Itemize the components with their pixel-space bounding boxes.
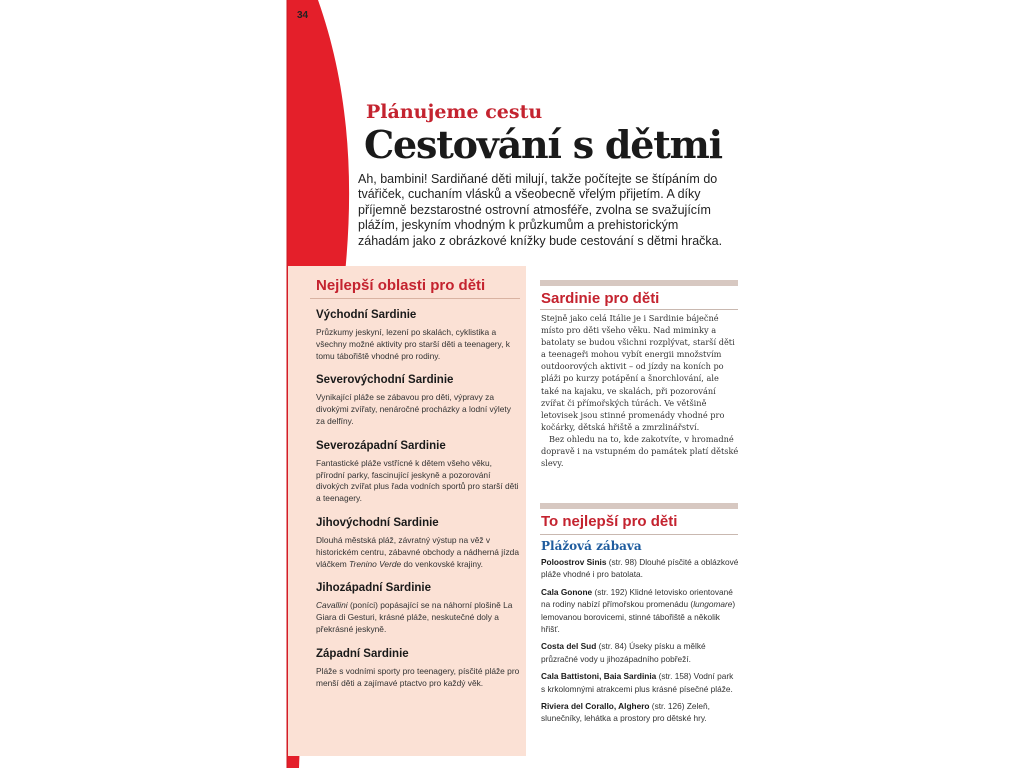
area-description: Dlouhá městská pláž, závratný výstup na věž v historickém centru, zábavné obchody a nádherná jízda vláčkem Trenino Verde do venkovské krajiny. <box>316 534 519 569</box>
body-paragraph: Bez ohledu na to, kde zakotvíte, v hromadné dopravě i na vstupném do památek platí dětské slevy. <box>541 433 739 469</box>
list-item: Cala Battistoni, Baia Sardinia (str. 158) Vodní park s krkolomnými atrakcemi plus krásné písečné pláže. <box>541 671 734 694</box>
area-item <box>316 440 521 505</box>
area-name: Severovýchodní Sardinie <box>316 374 454 387</box>
sardinia-kids-heading: Sardinie pro děti <box>541 290 660 307</box>
sardinia-kids-text <box>541 312 739 469</box>
section-bar <box>540 503 738 509</box>
section-kicker: Plánujeme cestu <box>366 101 543 123</box>
list-item: Cala Gonone (str. 192) Klidné letovisko orientované na rodiny nabízí přímořskou promenádu (lungomare) lemovanou borovicemi, stinné tábořiště a několik hřišť. <box>541 586 736 635</box>
intro-paragraph: Ah, bambini! Sardiňané děti milují, takže počítejte se štípáním do tvářiček, cuchaním vlásků a všeobecně vřelým přijetím. A díky příjemně bezstarostné ostrovní atmosféře, zvolna se svažujícím plážím, jeskyním vhodným k průzkumům a prehistorickým záhadám jako z obrázkové knížky bude cestování s dětmi hračka. <box>358 172 723 248</box>
area-name: Západní Sardinie <box>316 647 409 660</box>
area-description: Pláže s vodními sporty pro teenagery, písčité pláže pro menší děti a zajímavé ptactvo pro každý věk. <box>316 665 520 688</box>
best-areas-title: Nejlepší oblasti pro děti <box>316 277 486 294</box>
area-description: Cavallini (poníci) popásající se na náhorní plošině La Giara di Gesturi, krásné pláže, neskutečné doly a překrásné jeskyně. <box>316 600 513 634</box>
best-areas-list <box>316 309 521 701</box>
beach-fun-subheading: Plážová zábava <box>541 539 642 553</box>
area-item <box>316 374 521 427</box>
area-name: Jihovýchodní Sardinie <box>316 516 439 529</box>
area-item <box>316 582 521 635</box>
section-bar <box>540 280 738 286</box>
divider <box>310 298 520 299</box>
page-number: 34 <box>297 10 309 21</box>
area-item <box>316 648 521 690</box>
area-item <box>316 309 521 362</box>
list-item: Poloostrov Sinis (str. 98) Dlouhé písčité a oblázkové pláže vhodné i pro batolata. <box>541 557 739 580</box>
top-for-kids-heading: To nejlepší pro děti <box>541 513 678 530</box>
area-name: Severozápadní Sardinie <box>316 439 446 452</box>
page-title: Cestování s dětmi <box>364 122 722 167</box>
area-name: Východní Sardinie <box>316 309 417 321</box>
area-description: Vynikající pláže se zábavou pro děti, výpravy za divokými zvířaty, nenáročné procházky a lodní výlety za delfíny. <box>316 392 511 426</box>
list-item: Riviera del Corallo, Alghero (str. 126) Zeleň, slunečníky, lehátka a prostory pro dětské hry. <box>541 701 710 724</box>
top-for-kids-list <box>541 556 739 730</box>
area-description: Fantastické pláže vstřícné k dětem všeho věku, přírodní parky, fascinující jeskyně a pozorování divokých zvířat plus řada vodních sportů pro starší děti a teenagery. <box>316 457 519 504</box>
body-paragraph: Stejně jako celá Itálie je i Sardinie báječné místo pro děti všeho věku. Nad miminky a batolaty se budou všichni rozplývat, starší děti a teenageři mohou vybít energii množstvím outdoorových aktivit – od jízdy na koních po pláži po kurzy potápění a šnorchlování, ale také na kajaku, ve skalách, při pozorování zvířat či přímořských túrách. Ve většině letovisek jsou stinné promenády vhodné pro kočárky, dětská hřiště a zmrzlinářství. <box>541 313 735 432</box>
divider <box>540 534 738 535</box>
area-name: Jihozápadní Sardinie <box>316 582 432 595</box>
area-description: Průzkumy jeskyní, lezení po skalách, cyklistika a všechny možné aktivity pro starší děti a teenagery, k tomu tábořiště vhodné pro rodiny. <box>316 327 510 361</box>
list-item: Costa del Sud (str. 84) Úseky písku a mělké průzračné vody u jihozápadního pobřeží. <box>541 641 706 664</box>
divider <box>540 309 738 310</box>
area-item <box>316 517 521 570</box>
